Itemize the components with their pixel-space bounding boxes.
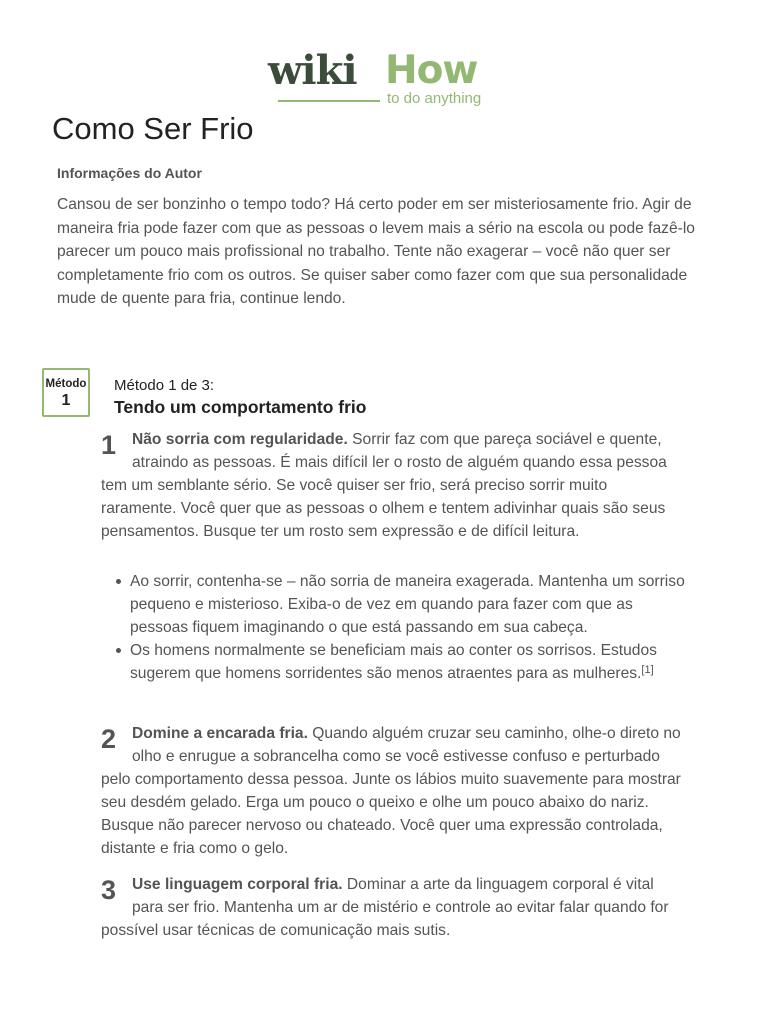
method-badge xyxy=(42,368,90,417)
step-1-tips xyxy=(101,570,685,685)
step-heading: Domine a encarada fria. xyxy=(132,725,308,742)
method-subtitle: Método 1 de 3: xyxy=(114,377,215,394)
tip-text: Os homens normalmente se beneficiam mais ao conter os sorrisos. Estudos sugerem que homens sorridentes são menos atraentes para as mulheres. xyxy=(130,642,657,682)
step-body: Sorrir faz com que pareça sociável e quente, atraindo as pessoas. É mais difícil ler o rosto de alguém quando essa pessoa tem um semblante sério. Se você quiser ser frio, será preciso sorrir muito raramente. Você quer que as pessoas o olhem e tentem adivinhar quais são seus pensamentos. Busque ter um rosto sem expressão e de difícil leitura. xyxy=(101,431,667,540)
step-number: 2 xyxy=(101,724,117,754)
reference-link[interactable]: [1] xyxy=(641,664,654,676)
step-text xyxy=(101,722,685,860)
step-3 xyxy=(101,873,685,942)
step-heading: Use linguagem corporal fria. xyxy=(132,876,343,893)
step-1 xyxy=(101,428,685,543)
step-text xyxy=(101,428,685,543)
tip-text: Ao sorrir, contenha-se – não sorria de maneira exagerada. Mantenha um sorriso pequeno e misterioso. Exiba-o de vez em quando para fazer com que as pessoas fiquem imaginando o que está passando em sua cabeça. xyxy=(130,573,685,636)
step-heading: Não sorria com regularidade. xyxy=(132,431,348,448)
step-text xyxy=(101,873,685,942)
logo-underline xyxy=(278,100,380,102)
step-number: 3 xyxy=(101,875,117,905)
logo-wiki-text: wiki xyxy=(268,47,357,94)
method-badge-label: Método xyxy=(45,378,87,390)
author-info-link[interactable]: Informações do Autor xyxy=(57,165,202,181)
step-body: Quando alguém cruzar seu caminho, olhe-o direto no olho e enrugue a sobrancelha como se você estivesse confuso e perturbado pelo comportamento dessa pessoa. Junte os lábios muito suavemente para mostrar seu desdém gelado. Erga um pouco o queixo e olhe um pouco abaixo do nariz. Busque não parecer nervoso ou chateado. Você quer uma expressão controlada, distante e fria como o gelo. xyxy=(101,725,681,857)
step-2 xyxy=(101,722,685,860)
page-title: Como Ser Frio xyxy=(52,111,254,146)
intro-paragraph: Cansou de ser bonzinho o tempo todo? Há certo poder em ser misteriosamente frio. Agir de maneira fria pode fazer com que as pessoas o levem mais a sério na escola ou pode fazê-lo parecer um pouco mais profissional no trabalho. Tente não exagerar – você não quer ser completamente frio com os outros. Se quiser saber como fazer com que sua personalidade mude de quente para fria, continue lendo. xyxy=(57,196,695,307)
tip-item xyxy=(130,639,685,685)
step-body: Dominar a arte da linguagem corporal é vital para ser frio. Mantenha um ar de mistério e controle ao evitar falar quando for possível usar técnicas de comunicação mais sutis. xyxy=(101,876,669,939)
logo-tagline: to do anything xyxy=(387,90,482,107)
tip-item xyxy=(130,570,685,639)
method-title: Tendo um comportamento frio xyxy=(114,397,367,417)
logo-how-text: How xyxy=(385,48,478,93)
method-badge-number: 1 xyxy=(61,392,71,409)
wikihow-logo[interactable] xyxy=(268,47,508,112)
step-number: 1 xyxy=(101,430,117,460)
